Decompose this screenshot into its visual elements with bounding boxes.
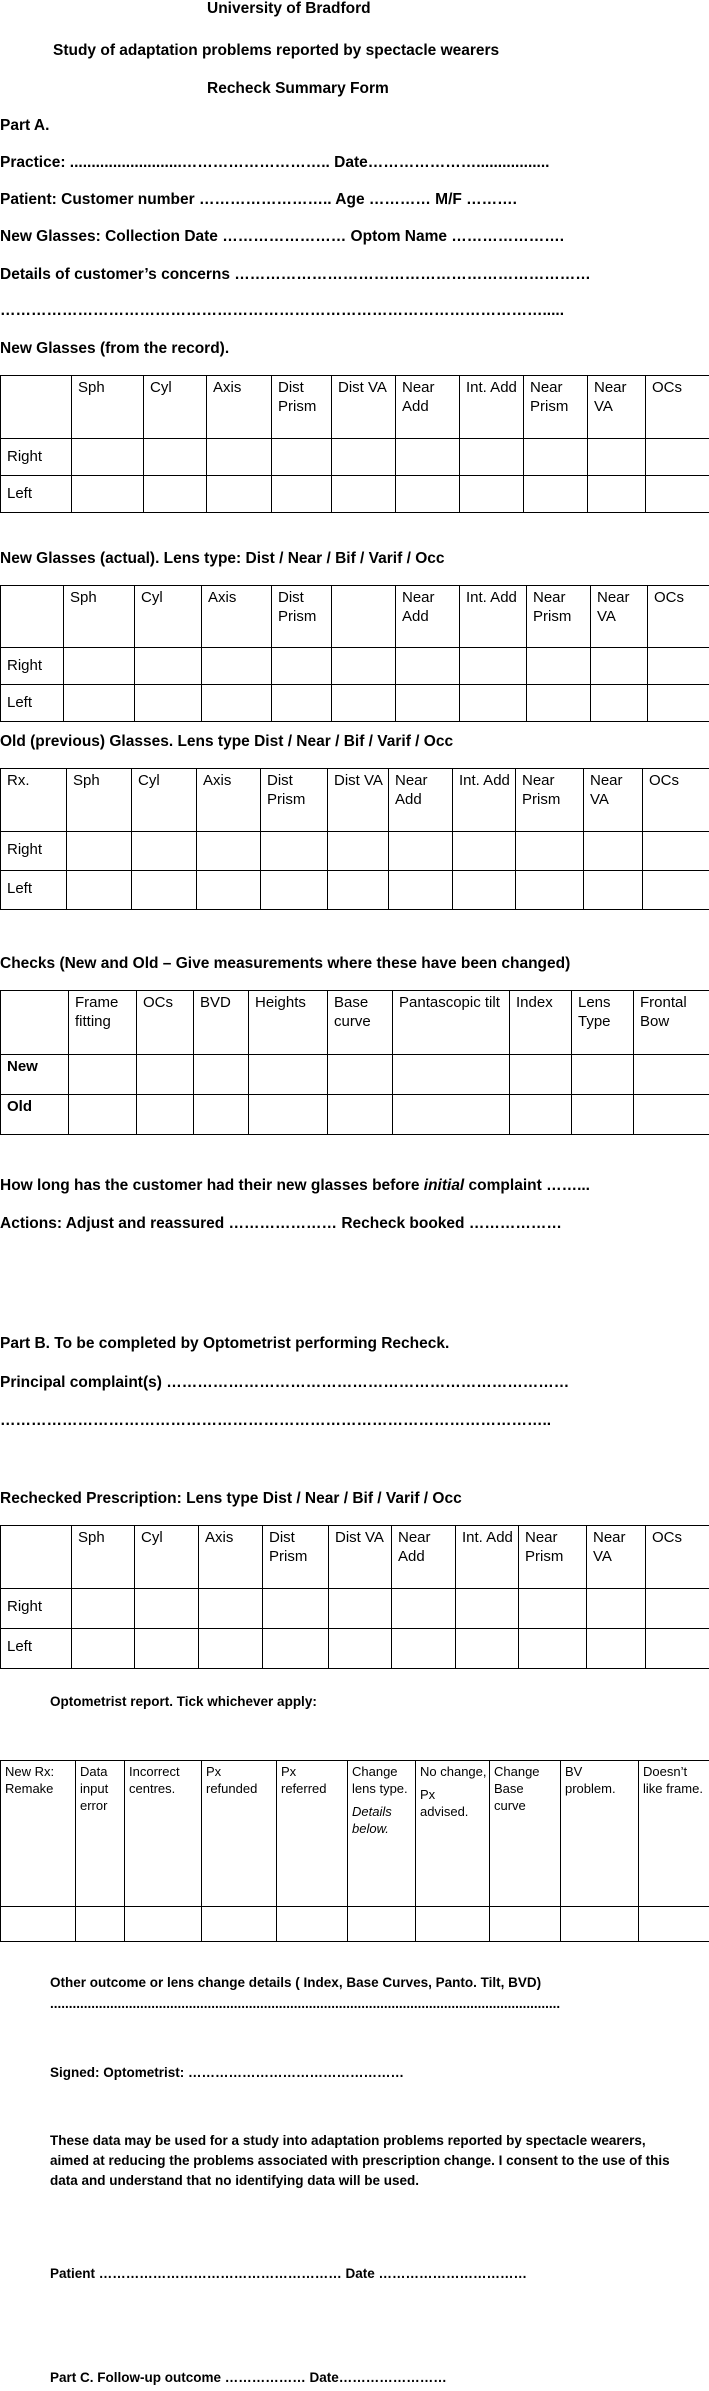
input-cell[interactable] <box>261 832 328 871</box>
input-cell[interactable] <box>328 1055 393 1095</box>
input-cell[interactable] <box>132 871 197 910</box>
other-outcome-dots: ........................................................................................................................................ <box>50 1996 561 2011</box>
input-cell[interactable] <box>392 1589 456 1629</box>
header-cell: Near VA <box>587 1526 646 1589</box>
header-cell: Near Prism <box>519 1526 587 1589</box>
header-cell: Int. Add <box>460 586 527 648</box>
header-cell: Near VA <box>591 586 648 648</box>
input-cell[interactable] <box>588 476 646 513</box>
input-cell[interactable] <box>199 1589 263 1629</box>
header-cell: Near Add <box>396 586 460 648</box>
input-cell[interactable] <box>249 1055 328 1095</box>
input-cell[interactable] <box>332 685 396 722</box>
input-cell[interactable] <box>453 832 516 871</box>
row-label: Right <box>1 832 67 871</box>
header-cell: OCs <box>648 586 709 648</box>
input-cell[interactable] <box>194 1055 249 1095</box>
report-cell: BV problem. <box>561 1761 639 1907</box>
report-cell: Data input error <box>76 1761 125 1907</box>
input-cell[interactable] <box>456 1589 519 1629</box>
input-cell[interactable] <box>584 832 643 871</box>
row-label: Right <box>1 1589 72 1629</box>
input-cell[interactable] <box>527 648 591 685</box>
header-cell: Base curve <box>328 991 393 1055</box>
row-label: New <box>1 1055 69 1095</box>
input-cell[interactable] <box>64 648 135 685</box>
input-cell[interactable] <box>572 1055 634 1095</box>
principal-complaint-line: Principal complaint(s) …………………………………………………………………… <box>0 1374 570 1391</box>
tick-cell[interactable] <box>1 1907 76 1942</box>
input-cell[interactable] <box>519 1589 587 1629</box>
input-cell[interactable] <box>588 439 646 476</box>
input-cell[interactable] <box>332 439 396 476</box>
header-cell: Axis <box>199 1526 263 1589</box>
header-cell: Dist Prism <box>272 586 332 648</box>
patient-signature-line: Patient ……………………………………………… Date …………………………… <box>50 2266 528 2281</box>
header-cell: Rx. <box>1 769 67 832</box>
input-cell[interactable] <box>392 1629 456 1669</box>
header-cell: Axis <box>202 586 272 648</box>
header-cell: Pantascopic tilt <box>393 991 510 1055</box>
input-cell[interactable] <box>202 648 272 685</box>
input-cell[interactable] <box>587 1629 646 1669</box>
how-long-text: How long has the customer had their new glasses before <box>0 1177 424 1194</box>
input-cell[interactable] <box>135 648 202 685</box>
optometrist-report-table <box>0 1760 709 1942</box>
header-cell: Near VA <box>584 769 643 832</box>
complaint-continued: …………………………………………………………………………………………….. <box>0 1412 552 1429</box>
input-cell[interactable] <box>591 648 648 685</box>
input-cell[interactable] <box>144 476 207 513</box>
header-cell: BVD <box>194 991 249 1055</box>
input-cell[interactable] <box>396 439 460 476</box>
part-c-line: Part C. Follow-up outcome ……………… Date…………………… <box>50 2370 447 2385</box>
input-cell[interactable] <box>263 1589 329 1629</box>
tick-cell[interactable] <box>125 1907 202 1942</box>
consent-text: These data may be used for a study into adaptation problems reported by spectacle wearers, aimed at reducing the problems associated with prescription change. I consent to the use of this data and understand that no identifying data will be used. <box>50 2133 670 2188</box>
input-cell[interactable] <box>460 648 527 685</box>
signed-line: Signed: Optometrist: ………………………………………… <box>50 2065 404 2080</box>
input-cell[interactable] <box>393 1055 510 1095</box>
header-cell: Frame fitting <box>69 991 137 1055</box>
header-cell: Dist VA <box>329 1526 392 1589</box>
optometrist-report-title: Optometrist report. Tick whichever apply: <box>50 1694 317 1709</box>
tick-cell[interactable] <box>277 1907 348 1942</box>
input-cell[interactable] <box>197 871 261 910</box>
input-cell[interactable] <box>389 832 453 871</box>
input-cell[interactable] <box>634 1055 709 1095</box>
header-cell: Cyl <box>135 586 202 648</box>
input-cell[interactable] <box>456 1629 519 1669</box>
header-cell: OCs <box>137 991 194 1055</box>
header-cell: Cyl <box>132 769 197 832</box>
input-cell[interactable] <box>72 1589 135 1629</box>
header-cell: Sph <box>72 1526 135 1589</box>
input-cell[interactable] <box>524 439 588 476</box>
report-cell: New Rx: Remake <box>1 1761 76 1907</box>
checks-table <box>0 990 709 1135</box>
input-cell[interactable] <box>453 871 516 910</box>
actions-line: Actions: Adjust and reassured ………………… Recheck booked ……………… <box>0 1215 562 1232</box>
input-cell[interactable] <box>261 871 328 910</box>
input-cell[interactable] <box>137 1055 194 1095</box>
header-cell: Near Prism <box>527 586 591 648</box>
header-cell: Sph <box>72 376 144 439</box>
input-cell[interactable] <box>194 1095 249 1135</box>
header-cell: Int. Add <box>453 769 516 832</box>
old-glasses-table <box>0 768 709 910</box>
rechecked-rx-title: Rechecked Prescription: Lens type Dist / Near / Bif / Varif / Occ <box>0 1490 462 1507</box>
report-cell: Change Base curve <box>490 1761 561 1907</box>
input-cell[interactable] <box>249 1095 328 1135</box>
how-long-line <box>0 1177 590 1195</box>
input-cell[interactable] <box>67 871 132 910</box>
header-cell <box>1 586 64 648</box>
concerns-continued: ……………………………………………………………………………………………..... <box>0 302 565 319</box>
px-advised: Px advised. <box>420 1787 469 1819</box>
tick-cell[interactable] <box>561 1907 639 1942</box>
input-cell[interactable] <box>460 439 524 476</box>
input-cell[interactable] <box>329 1589 392 1629</box>
input-cell[interactable] <box>396 648 460 685</box>
row-label: Right <box>1 439 72 476</box>
input-cell[interactable] <box>646 439 709 476</box>
header-cell: Dist Prism <box>263 1526 329 1589</box>
header-cell <box>332 586 396 648</box>
input-cell[interactable] <box>135 1589 199 1629</box>
row-label: Old <box>1 1095 69 1135</box>
tick-cell[interactable] <box>76 1907 125 1942</box>
header-cell: Axis <box>207 376 272 439</box>
input-cell[interactable] <box>646 1629 709 1669</box>
input-cell[interactable] <box>591 685 648 722</box>
input-cell[interactable] <box>202 685 272 722</box>
input-cell[interactable] <box>643 832 709 871</box>
header-cell <box>1 1526 72 1589</box>
input-cell[interactable] <box>69 1055 137 1095</box>
header-cell <box>1 991 69 1055</box>
patient-line: Patient: Customer number …………………….. Age ………… M/F ………. <box>0 191 517 208</box>
input-cell[interactable] <box>272 648 332 685</box>
input-cell[interactable] <box>132 832 197 871</box>
input-cell[interactable] <box>510 1055 572 1095</box>
input-cell[interactable] <box>510 1095 572 1135</box>
input-cell[interactable] <box>69 1095 137 1135</box>
input-cell[interactable] <box>72 439 144 476</box>
report-cell: Incorrect centres. <box>125 1761 202 1907</box>
input-cell[interactable] <box>516 871 584 910</box>
input-cell[interactable] <box>272 439 332 476</box>
input-cell[interactable] <box>199 1629 263 1669</box>
header-cell: Sph <box>67 769 132 832</box>
input-cell[interactable] <box>137 1095 194 1135</box>
input-cell[interactable] <box>648 685 709 722</box>
checks-title: Checks (New and Old – Give measurements where these have been changed) <box>0 955 571 972</box>
tick-cell[interactable] <box>416 1907 490 1942</box>
practice-line: Practice: ..........................……………………….. Date…………………................. <box>0 154 550 171</box>
input-cell[interactable] <box>329 1629 392 1669</box>
how-long-end: complaint ……... <box>464 1177 590 1194</box>
header-cell: Index <box>510 991 572 1055</box>
header-cell: Cyl <box>135 1526 199 1589</box>
report-cell: Px referred <box>277 1761 348 1907</box>
header-cell: Cyl <box>144 376 207 439</box>
input-cell[interactable] <box>646 476 709 513</box>
report-cell: Doesn’t like frame. <box>639 1761 709 1907</box>
header-cell: OCs <box>646 376 709 439</box>
study-title: Study of adaptation problems reported by spectacle wearers <box>53 42 500 59</box>
input-cell[interactable] <box>648 648 709 685</box>
tick-cell[interactable] <box>639 1907 709 1942</box>
input-cell[interactable] <box>643 871 709 910</box>
input-cell[interactable] <box>135 1629 199 1669</box>
input-cell[interactable] <box>460 685 527 722</box>
rechecked-rx-table <box>0 1525 709 1669</box>
header-cell: Near VA <box>588 376 646 439</box>
new-glasses-line: New Glasses: Collection Date …………………… Optom Name …………………. <box>0 228 565 245</box>
input-cell[interactable] <box>572 1095 634 1135</box>
row-label: Left <box>1 685 64 722</box>
input-cell[interactable] <box>64 685 135 722</box>
input-cell[interactable] <box>393 1095 510 1135</box>
new-record-table <box>0 375 709 513</box>
report-cell-change-lens <box>348 1761 416 1907</box>
header-cell: Int. Add <box>456 1526 519 1589</box>
header-cell: Lens Type <box>572 991 634 1055</box>
input-cell[interactable] <box>332 476 396 513</box>
row-label: Left <box>1 1629 72 1669</box>
form-title: Recheck Summary Form <box>207 80 389 97</box>
header-cell: Near Add <box>389 769 453 832</box>
input-cell[interactable] <box>263 1629 329 1669</box>
input-cell[interactable] <box>328 871 389 910</box>
header-cell: Heights <box>249 991 328 1055</box>
input-cell[interactable] <box>207 476 272 513</box>
no-change-label: No change, <box>420 1764 487 1779</box>
report-cell-no-change <box>416 1761 490 1907</box>
header-cell: OCs <box>646 1526 709 1589</box>
initial-word: initial <box>423 1177 465 1194</box>
header-cell: Near Add <box>396 376 460 439</box>
input-cell[interactable] <box>72 476 144 513</box>
input-cell[interactable] <box>72 1629 135 1669</box>
university-title: University of Bradford <box>207 0 371 17</box>
header-cell: Dist Prism <box>261 769 328 832</box>
part-b-label: Part B. To be completed by Optometrist performing Recheck. <box>0 1335 450 1352</box>
header-cell: Frontal Bow <box>634 991 709 1055</box>
change-lens-label: Change lens type. <box>352 1764 408 1796</box>
input-cell[interactable] <box>332 648 396 685</box>
report-cell: Px refunded <box>202 1761 277 1907</box>
input-cell[interactable] <box>396 476 460 513</box>
input-cell[interactable] <box>197 832 261 871</box>
input-cell[interactable] <box>460 476 524 513</box>
input-cell[interactable] <box>587 1589 646 1629</box>
input-cell[interactable] <box>67 832 132 871</box>
header-cell: Dist VA <box>328 769 389 832</box>
part-a-label: Part A. <box>0 117 50 134</box>
header-cell: OCs <box>643 769 709 832</box>
header-cell: Dist Prism <box>272 376 332 439</box>
input-cell[interactable] <box>519 1629 587 1669</box>
row-label: Left <box>1 871 67 910</box>
tick-cell[interactable] <box>348 1907 416 1942</box>
input-cell[interactable] <box>207 439 272 476</box>
tick-cell[interactable] <box>490 1907 561 1942</box>
input-cell[interactable] <box>272 685 332 722</box>
header-cell: Axis <box>197 769 261 832</box>
input-cell[interactable] <box>396 685 460 722</box>
row-label: Left <box>1 476 72 513</box>
new-actual-table <box>0 585 709 722</box>
input-cell[interactable] <box>144 439 207 476</box>
header-cell: Near Prism <box>516 769 584 832</box>
input-cell[interactable] <box>272 476 332 513</box>
header-cell: Sph <box>64 586 135 648</box>
input-cell[interactable] <box>328 832 389 871</box>
input-cell[interactable] <box>328 1095 393 1135</box>
details-below: Details below. <box>352 1804 392 1836</box>
header-cell: Dist VA <box>332 376 396 439</box>
tick-cell[interactable] <box>202 1907 277 1942</box>
header-cell: Int. Add <box>460 376 524 439</box>
header-cell: Near Prism <box>524 376 588 439</box>
old-glasses-title: Old (previous) Glasses. Lens type Dist / Near / Bif / Varif / Occ <box>0 733 454 750</box>
input-cell[interactable] <box>524 476 588 513</box>
input-cell[interactable] <box>135 685 202 722</box>
input-cell[interactable] <box>584 871 643 910</box>
header-cell: Near Add <box>392 1526 456 1589</box>
row-label: Right <box>1 648 64 685</box>
input-cell[interactable] <box>389 871 453 910</box>
input-cell[interactable] <box>646 1589 709 1629</box>
header-cell <box>1 376 72 439</box>
new-actual-title: New Glasses (actual). Lens type: Dist / Near / Bif / Varif / Occ <box>0 550 445 567</box>
input-cell[interactable] <box>516 832 584 871</box>
input-cell[interactable] <box>527 685 591 722</box>
new-record-title: New Glasses (from the record). <box>0 340 230 357</box>
input-cell[interactable] <box>634 1095 709 1135</box>
other-outcome-line: Other outcome or lens change details ( Index, Base Curves, Panto. Tilt, BVD) <box>50 1975 542 1990</box>
concerns-line: Details of customer’s concerns …………………………………………………………… <box>0 266 591 283</box>
